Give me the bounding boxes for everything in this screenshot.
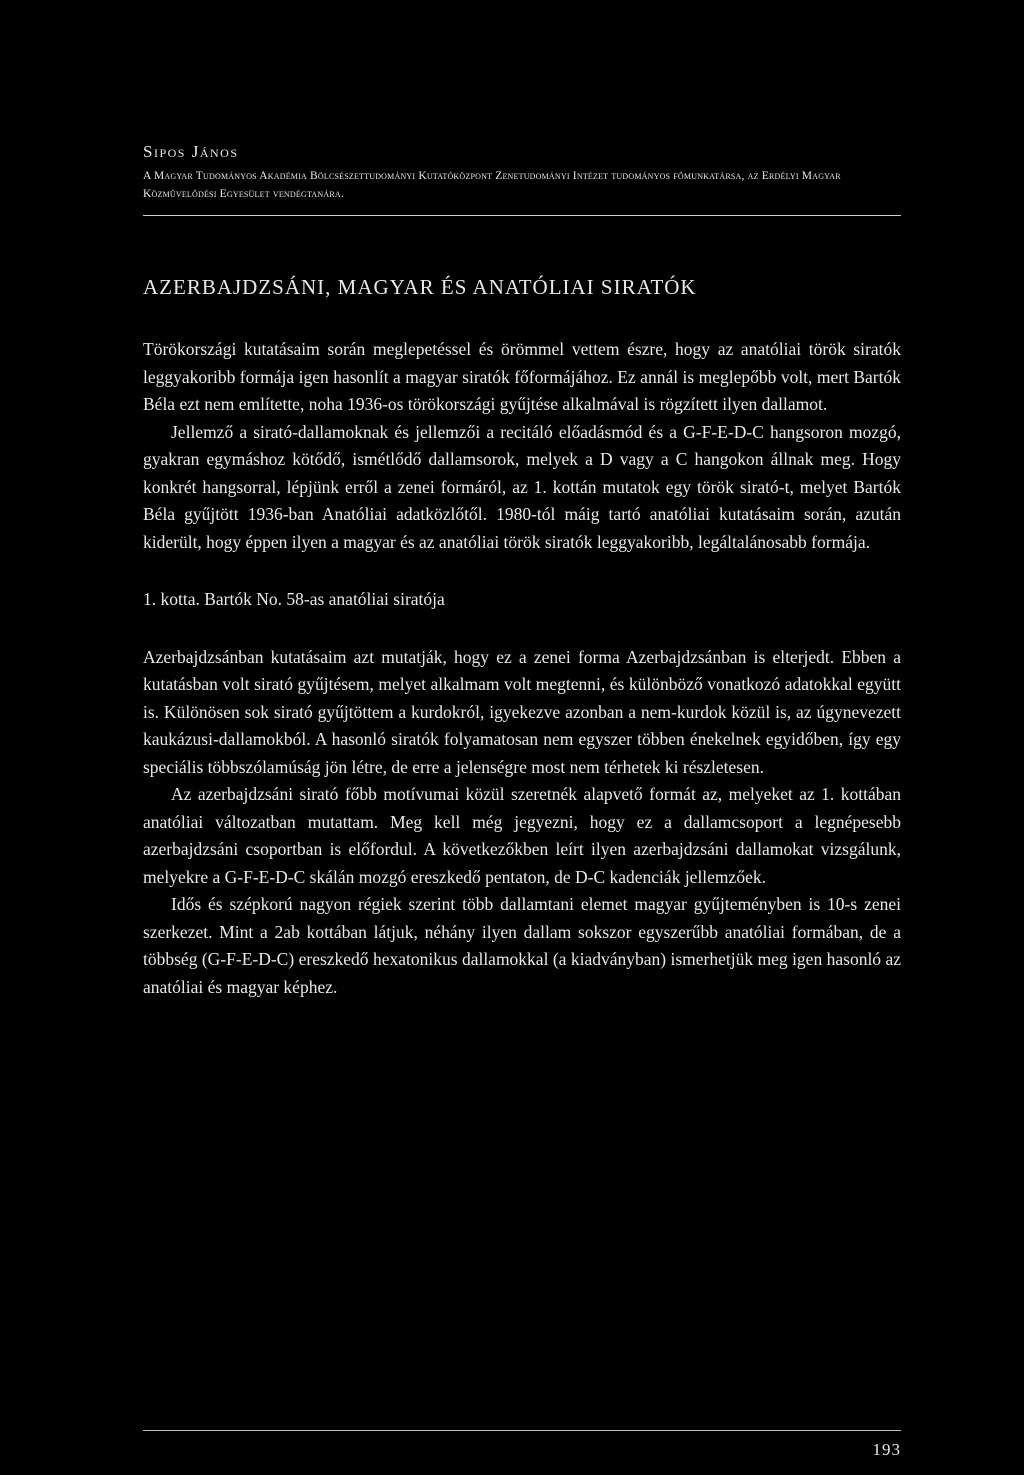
footer-rule	[143, 1430, 901, 1431]
paragraph-2: Jellemző a sirató-dallamoknak és jellemzői a recitáló előadásmód és a G-F-E-D-C hangsoron mozgó, gyakran egymáshoz kötődő, ismétlődő dallamsorok, melyek a D vagy a C hangokon állnak meg. Hogy konkrét hangsorral, lépjünk erről a zenei formáról, az 1. kottán mutatok egy török sirató-t, melyet Bartók Béla gyűjtött 1936-ban Anatóliai adatközlőtől. 1980-tól máig tartó anatóliai kutatásaim során, azután kiderült, hogy éppen ilyen a magyar és az anatóliai török siratók leggyakoribb, legáltalánosabb formája.	[143, 421, 901, 552]
paragraph-1: Törökországi kutatásaim során meglepetéssel és örömmel vettem észre, hogy az anatóliai török siratók leggyakoribb formája igen hasonlít a magyar siratók főformájához. Ez annál is meglepőbb volt, mert Bartók Béla ezt nem említette, noha 1936-os törökországi gyűjtése alkalmával is rögzített ilyen dallamot.	[143, 339, 901, 414]
article-title: AZERBAJDZSÁNI, MAGYAR ÉS ANATÓLIAI SIRATÓK	[143, 275, 697, 299]
author-name: Sipos János	[143, 142, 239, 161]
paragraph-5: Idős és szépkorú nagyon régiek szerint több dallamtani elemet magyar gyűjteményben is 10-s zenei szerkezet. Mint a 2ab kottában látjuk, néhány ilyen dallam sokszor egyszerűbb anatóliai formában, de a többség (G-F-E-D-C) ereszkedő hexatonikus dallamokkal (a kiadványban) ismerhetjük meg igen hasonló az anatóliai és magyar képhez.	[143, 894, 901, 997]
figure-caption: 1. kotta. Bartók No. 58-as anatóliai siratója	[143, 589, 445, 609]
page-number: 193	[872, 1440, 901, 1459]
document-page	[143, 140, 901, 1400]
paragraph-4: Az azerbajdzsáni sirató főbb motívumai közül szeretnék alapvető formát az, melyeket az 1. kottában anatóliai változatban mutattam. Meg kell még jegyezni, hogy ez a dallamcsoport a legnépesebb azerbajdzsáni csoportban is előfordul. A következőkben leírt ilyen azerbajdzsáni dallamokat vizsgálunk, melyekre a G-F-E-D-C skálán mozgó ereszkedő pentaton, de D-C kadenciák jellemzőek.	[143, 784, 901, 887]
article-body-intro	[143, 336, 901, 556]
author-affiliation: A Magyar Tudományos Akadémia Bölcsészettudományi Kutatóközpont Zenetudományi Intézet tudományos főmunkatársa, az Erdélyi Magyar Közművelődési Egyesület vendégtanára.	[143, 170, 841, 200]
paragraph-3: Azerbajdzsánban kutatásaim azt mutatják, hogy ez a zenei forma Azerbajdzsánban is elterjedt. Ebben a kutatásban volt sirató gyűjtésem, melyet alkalmam volt megtenni, és különböző vonatkozó adatokkal együtt is. Különösen sok sirató gyűjtöttem a kurdokról, igyekezve azonban a nem-kurdok közül is, az úgynevezett kaukázusi-dallamokból. A hasonló siratók folyamatosan nem egyszer többen énekelnek egyidőben, így egy speciális többszólamúság jön létre, de erre a jelenségre most nem térhetek ki részletesen.	[143, 646, 901, 777]
article-body-main	[143, 644, 901, 1002]
header-rule	[143, 215, 901, 216]
